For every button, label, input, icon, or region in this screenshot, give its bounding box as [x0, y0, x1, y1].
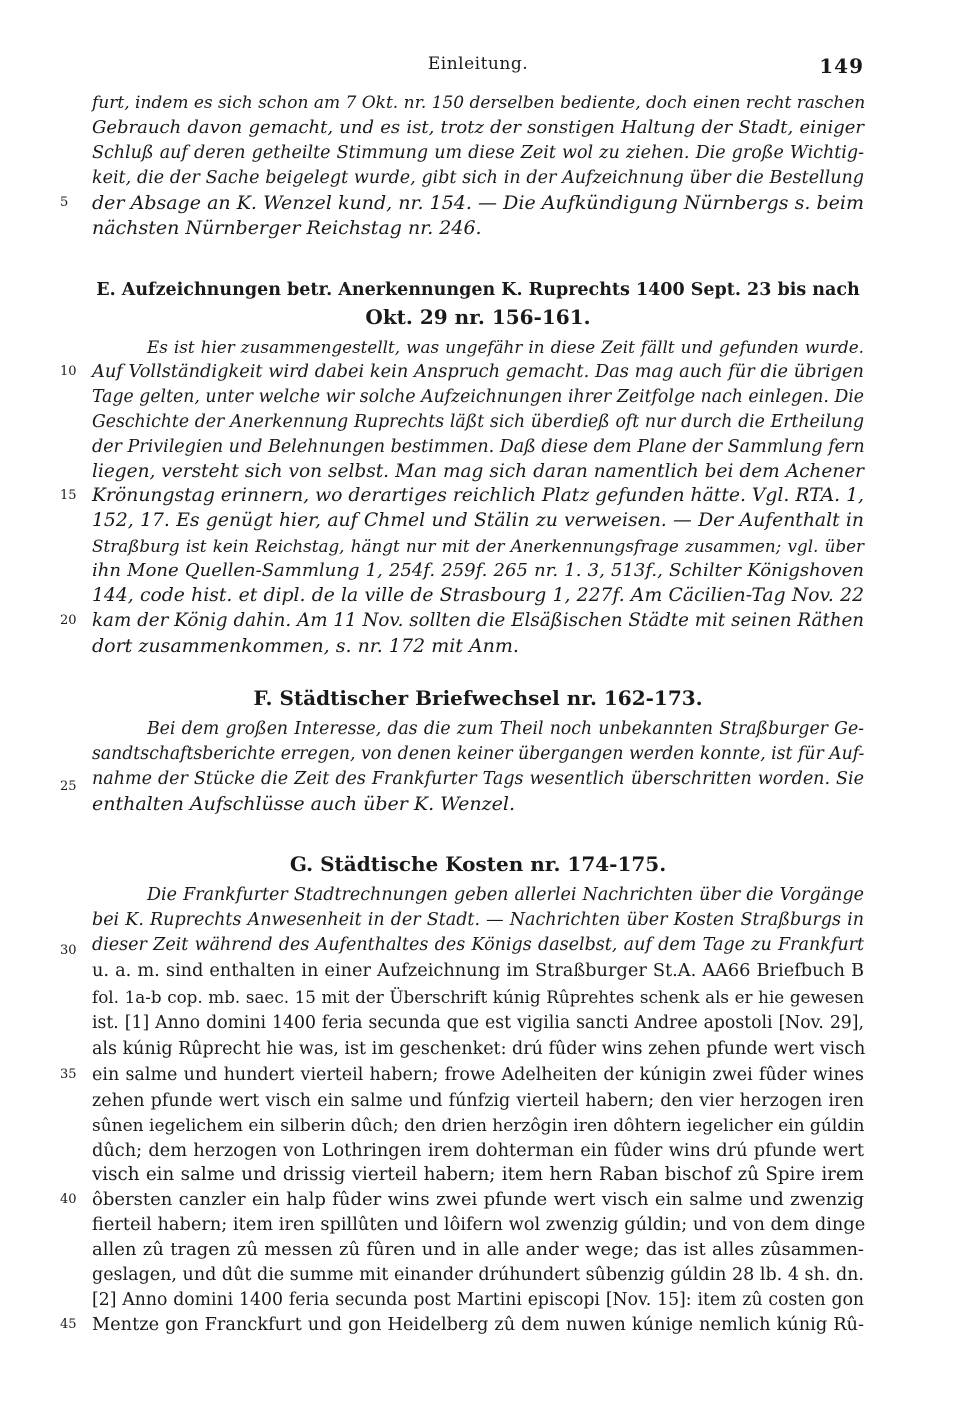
- text-line: ôbersten canzler ein halp fûder wins zwei pfunde wert visch ein salme und zwenzig: [92, 1189, 864, 1210]
- section-heading-e: E. Aufzeichnungen betr. Anerkennungen K. Ruprechts 1400 Sept. 23 bis nach: [96, 280, 860, 300]
- line-number: 45: [60, 1317, 77, 1332]
- text-line: kam der König dahin. Am 11 Nov. sollten die Elsäßischen Städte mit seinen Räthen: [92, 610, 864, 631]
- text-line: Straßburg ist kein Reichstag, hängt nur mit der Anerkennungsfrage zusammen; vgl. über: [92, 536, 864, 556]
- text-line: sandtschaftsberichte erregen, von denen keiner übergangen werden konnte, ist für Auf-: [92, 744, 865, 764]
- section-heading-f: F. Städtischer Briefwechsel nr. 162-173.: [253, 686, 703, 710]
- text-line: allen zû tragen zû messen zû fûren und in alle ander wege; das ist alles zûsammen-: [92, 1239, 864, 1260]
- text-line: bei K. Ruprechts Anwesenheit in der Stadt. — Nachrichten über Kosten Straßburgs in: [92, 910, 864, 930]
- line-number: 15: [60, 488, 77, 503]
- text-line: dieser Zeit während des Aufenthaltes des Königs daselbst, auf dem Tage zu Frankfurt: [92, 935, 864, 955]
- running-header: [92, 54, 864, 82]
- text-line: fierteil habern; item iren spillûten und lôifern wol zwenzig gúldin; und von dem dinge: [92, 1215, 866, 1235]
- text-line: ein salme und hundert vierteil habern; frowe Adelheiten der kúnigin zwei fûder wines: [92, 1065, 864, 1085]
- text-line: nächsten Nürnberger Reichstag nr. 246.: [92, 217, 482, 239]
- page-number: 149: [819, 54, 864, 78]
- text-line: der Absage an K. Wenzel kund, nr. 154. — Die Aufkündigung Nürnbergs s. beim: [92, 192, 864, 214]
- text-line: Die Frankfurter Stadtrechnungen geben allerlei Nachrichten über die Vorgänge: [147, 885, 864, 905]
- line-number: 20: [60, 613, 77, 628]
- line-number: 25: [60, 779, 77, 794]
- text-line: Krönungstag erinnern, wo derartiges reichlich Platz gefunden hätte. Vgl. RTA. 1,: [92, 485, 864, 506]
- text-line: sûnen iegelichem ein silberin dûch; den drien herzôgin iren dôhtern iegelicher ein gúldin: [92, 1116, 865, 1136]
- text-line: 144, code hist. et dipl. de la ville de Strasbourg 1, 227f. Am Cäcilien-Tag Nov. 22: [92, 585, 864, 606]
- text-line: Bei dem großen Interesse, das die zum Theil noch unbekannten Straßburger Ge-: [147, 719, 864, 739]
- line-number: 5: [60, 195, 69, 210]
- text-line: Geschichte der Anerkennung Ruprechts läßt sich überdieß oft nur durch die Ertheilung: [92, 412, 864, 432]
- text-line: fol. 1a-b cop. mb. saec. 15 mit der Überschrift kúnig Rûprehtes schenk als er hie gewesen: [92, 987, 864, 1007]
- text-line: Gebrauch davon gemacht, und es ist, trotz der sonstigen Haltung der Stadt, einiger: [92, 117, 864, 138]
- line-number: 40: [60, 1192, 77, 1207]
- text-line: keit, die der Sache beigelegt wurde, gibt sich in der Aufzeichnung über die Bestellung: [92, 168, 864, 188]
- text-line: dort zusammenkommen, s. nr. 172 mit Anm.: [92, 635, 519, 657]
- text-line: Schluß auf deren getheilte Stimmung um diese Zeit wol zu ziehen. Die große Wichtig-: [92, 143, 864, 163]
- text-line: u. a. m. sind enthalten in einer Aufzeichnung im Straßburger St.A. AA66 Briefbuch B: [92, 961, 864, 981]
- text-line: liegen, versteht sich von selbst. Man mag sich daran namentlich bei dem Achener: [92, 461, 864, 482]
- text-line: nahme der Stücke die Zeit des Frankfurter Tags wesentlich überschritten worden. Sie: [92, 769, 864, 789]
- text-line: geslagen, und dût die summe mit einander drúhundert sûbenzig gúldin 28 lb. 4 sh. dn.: [92, 1265, 864, 1285]
- text-line: visch ein salme und drissig vierteil habern; item hern Raban bischof zû Spire irem: [92, 1164, 864, 1185]
- text-line: Mentze gon Franckfurt und gon Heidelberg zû dem nuwen kúnige nemlich kúnig Rû-: [92, 1315, 864, 1335]
- text-line: als kúnig Rûprecht hie was, ist im geschenket: drú fûder wins zehen pfunde wert visch: [92, 1039, 866, 1059]
- text-line: 152, 17. Es genügt hier, auf Chmel und Stälin zu verweisen. — Der Aufenthalt in: [92, 510, 864, 531]
- section-heading-g: G. Städtische Kosten nr. 174-175.: [289, 852, 667, 876]
- line-number: 10: [60, 364, 77, 379]
- text-line: dûch; dem herzogen von Lothringen irem dohterman ein fûder wins drú pfunde wert: [92, 1141, 864, 1161]
- text-line: Auf Vollständigkeit wird dabei kein Anspruch gemacht. Das mag auch für die übrigen: [92, 362, 864, 382]
- text-line: Es ist hier zusammengestellt, was ungefähr in diese Zeit fällt und gefunden wurde.: [147, 337, 864, 357]
- text-line: enthalten Aufschlüsse auch über K. Wenzel.: [92, 793, 515, 815]
- line-number: 30: [60, 943, 77, 958]
- text-line: furt, indem es sich schon am 7 Okt. nr. 150 derselben bediente, doch einen recht raschen: [92, 93, 866, 113]
- text-line: Tage gelten, unter welche wir solche Aufzeichnungen ihrer Zeitfolge nach einlegen. Die: [92, 387, 864, 407]
- text-line: ist. [1] Anno domini 1400 feria secunda que est vigilia sancti Andree apostoli [Nov. 29],: [92, 1013, 864, 1033]
- text-line: ihn Mone Quellen-Sammlung 1, 254f. 259f. 265 nr. 1. 3, 513f., Schilter Königshoven: [92, 560, 864, 581]
- text-line: zehen pfunde wert visch ein salme und fúnfzig vierteil habern; den vier herzogen iren: [92, 1091, 864, 1111]
- section-heading-e-cont: Okt. 29 nr. 156-161.: [365, 305, 591, 329]
- text-line: der Privilegien und Belehnungen bestimmen. Daß diese dem Plane der Sammlung fern: [92, 437, 865, 457]
- running-title: Einleitung.: [427, 54, 529, 74]
- line-number: 35: [60, 1067, 77, 1082]
- text-line: [2] Anno domini 1400 feria secunda post Martini episcopi [Nov. 15]: item zû costen gon: [92, 1290, 864, 1310]
